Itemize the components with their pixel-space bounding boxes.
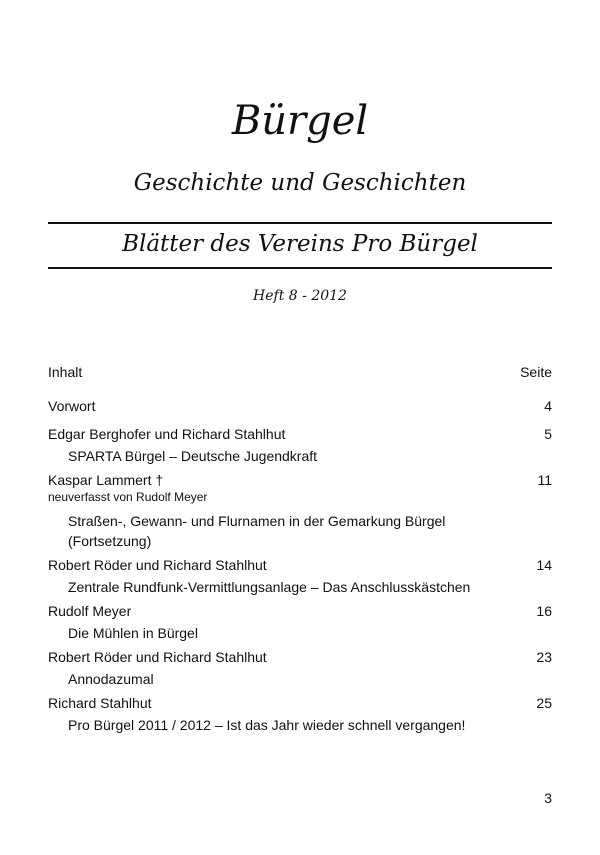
toc-entry-page: 14 [536, 557, 552, 573]
toc-entry-author: Vorwort [48, 398, 96, 414]
document-title: Bürgel [231, 98, 369, 144]
document-subtitle: Geschichte und Geschichten [133, 170, 467, 196]
toc-entry [48, 601, 552, 643]
issue-label: Heft 8 - 2012 [253, 288, 347, 304]
toc-entry-author: Richard Stahlhut [48, 695, 152, 711]
toc-entry [48, 424, 552, 466]
toc-entry-title: Annodazumal [68, 671, 154, 687]
table-of-contents [48, 396, 552, 739]
toc-entry-title: Die Mühlen in Bürgel [68, 625, 198, 641]
toc-heading-contents: Inhalt [48, 364, 83, 380]
bottom-divider [48, 267, 552, 269]
toc-entry-title: SPARTA Bürgel – Deutsche Jugendkraft [68, 448, 318, 464]
toc-entry-title: Pro Bürgel 2011 / 2012 – Ist das Jahr wieder schnell vergangen! [68, 717, 466, 733]
page-number: 3 [544, 790, 552, 806]
toc-entry [48, 396, 552, 416]
toc-entry [48, 470, 552, 551]
toc-entry-page: 4 [544, 398, 552, 414]
toc-entry-author: Rudolf Meyer [48, 603, 132, 619]
toc-entry-page: 16 [536, 603, 552, 619]
toc-entry-author: Robert Röder und Richard Stahlhut [48, 649, 267, 665]
toc-entry-title: Straßen-, Gewann- und Flurnamen in der Gemarkung Bürgel (Fortsetzung) [68, 513, 446, 549]
toc-entry-author: Robert Röder und Richard Stahlhut [48, 557, 267, 573]
toc-entry [48, 555, 552, 597]
toc-entry-author: Kaspar Lammert † [48, 472, 164, 488]
series-title: Blätter des Vereins Pro Bürgel [122, 231, 478, 257]
toc-heading-page: Seite [520, 364, 552, 380]
toc-entry-author: Edgar Berghofer und Richard Stahlhut [48, 426, 286, 442]
toc-entry [48, 647, 552, 689]
toc-header [48, 364, 552, 380]
toc-entry-page: 23 [536, 649, 552, 665]
toc-entry-title: Zentrale Rundfunk-Vermittlungsanlage – Das Anschlusskästchen [68, 579, 471, 595]
toc-entry-page: 11 [537, 472, 552, 488]
toc-entry-page: 25 [536, 695, 552, 711]
toc-entry-page: 5 [544, 426, 552, 442]
top-divider [48, 222, 552, 224]
toc-entry [48, 693, 552, 735]
toc-entry-note: neuverfasst von Rudolf Meyer [48, 490, 208, 504]
